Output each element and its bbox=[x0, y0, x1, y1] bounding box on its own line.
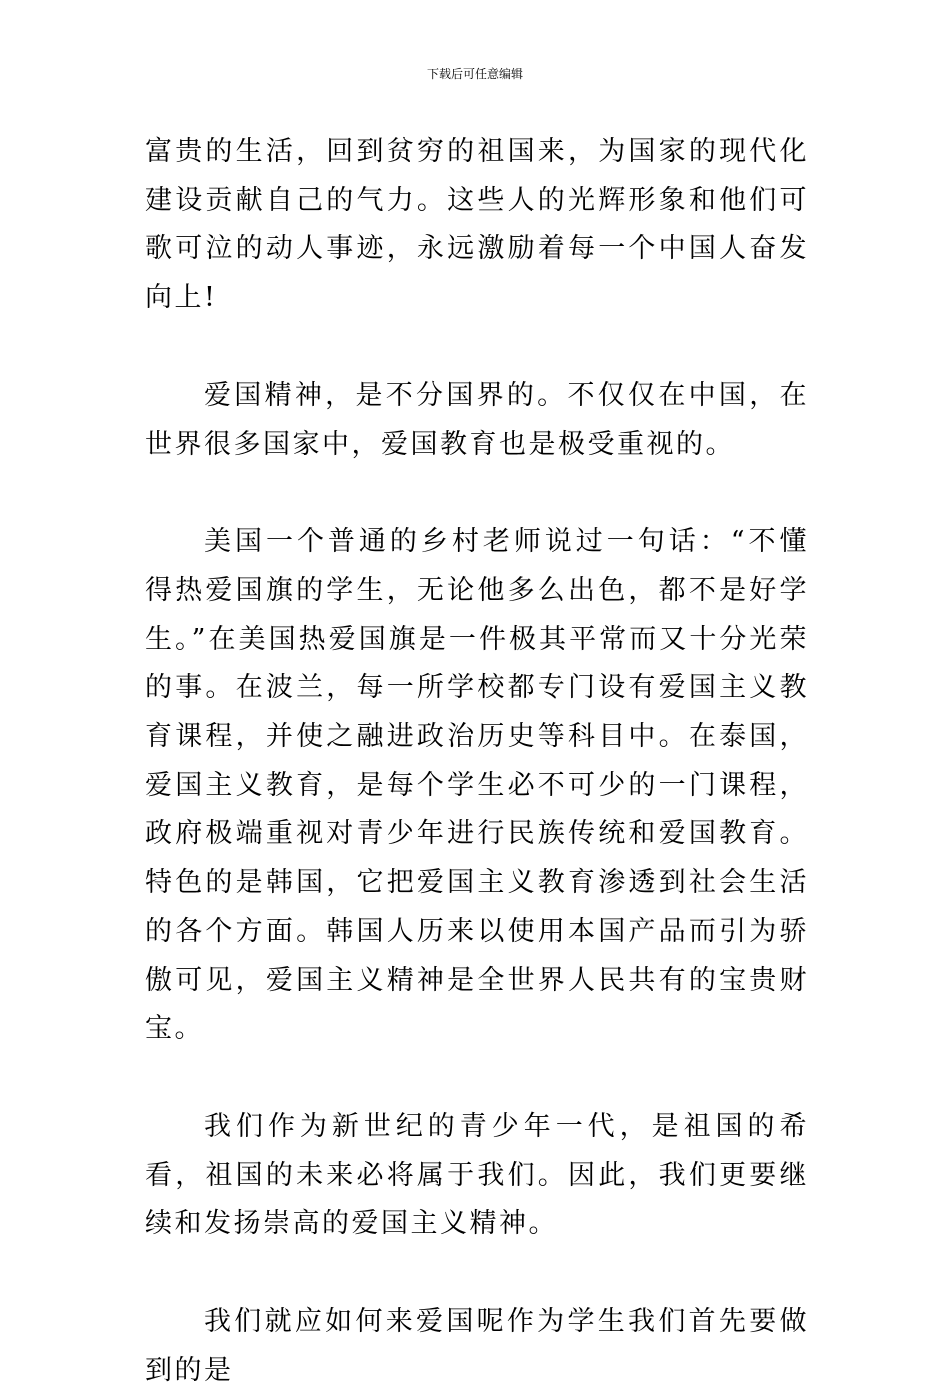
paragraph-3: 美国一个普通的乡村老师说过一句话：“不懂得热爱国旗的学生，无论他多么出色，都不是好学生。”在美国热爱国旗是一件极其平常而又十分光荣的事。在波兰，每一所学校都专门设有爱国主义教育课程，并使之融进政治历史等科目中。在泰国，爱国主义教育，是每个学生必不可少的一门课程，政府极端重视对青少年进行民族传统和爱国教育。特色的是韩国，它把爱国主义教育渗透到社会生活的各个方面。韩国人历来以使用本国产品而引为骄傲可见，爱国主义精神是全世界人民共有的宝贵财宝。 bbox=[145, 526, 809, 1045]
paragraph-gap bbox=[145, 469, 809, 518]
paragraph-1: 富贵的生活，回到贫穷的祖国来，为国家的现代化建设贡献自己的气力。这些人的光辉形象和他们可歌可泣的动人事迹，永远激励着每一个中国人奋发向上! bbox=[145, 136, 809, 314]
paragraph-gap bbox=[145, 1249, 809, 1298]
page-header: 下载后可任意编辑 bbox=[426, 67, 523, 81]
paragraph-2: 爱国精神，是不分国界的。不仅仅在中国，在世界很多国家中，爱国教育也是极受重视的。 bbox=[145, 379, 809, 460]
paragraph-gap bbox=[145, 323, 809, 372]
paragraph-5: 我们就应如何来爱国呢作为学生我们首先要做到的是 bbox=[145, 1306, 809, 1386]
paragraph-gap bbox=[145, 1054, 809, 1103]
document-body bbox=[145, 128, 809, 1395]
paragraph-4: 我们作为新世纪的青少年一代，是祖国的希看，祖国的未来必将属于我们。因此，我们更要继续和发扬崇高的爱国主义精神。 bbox=[145, 1110, 809, 1240]
